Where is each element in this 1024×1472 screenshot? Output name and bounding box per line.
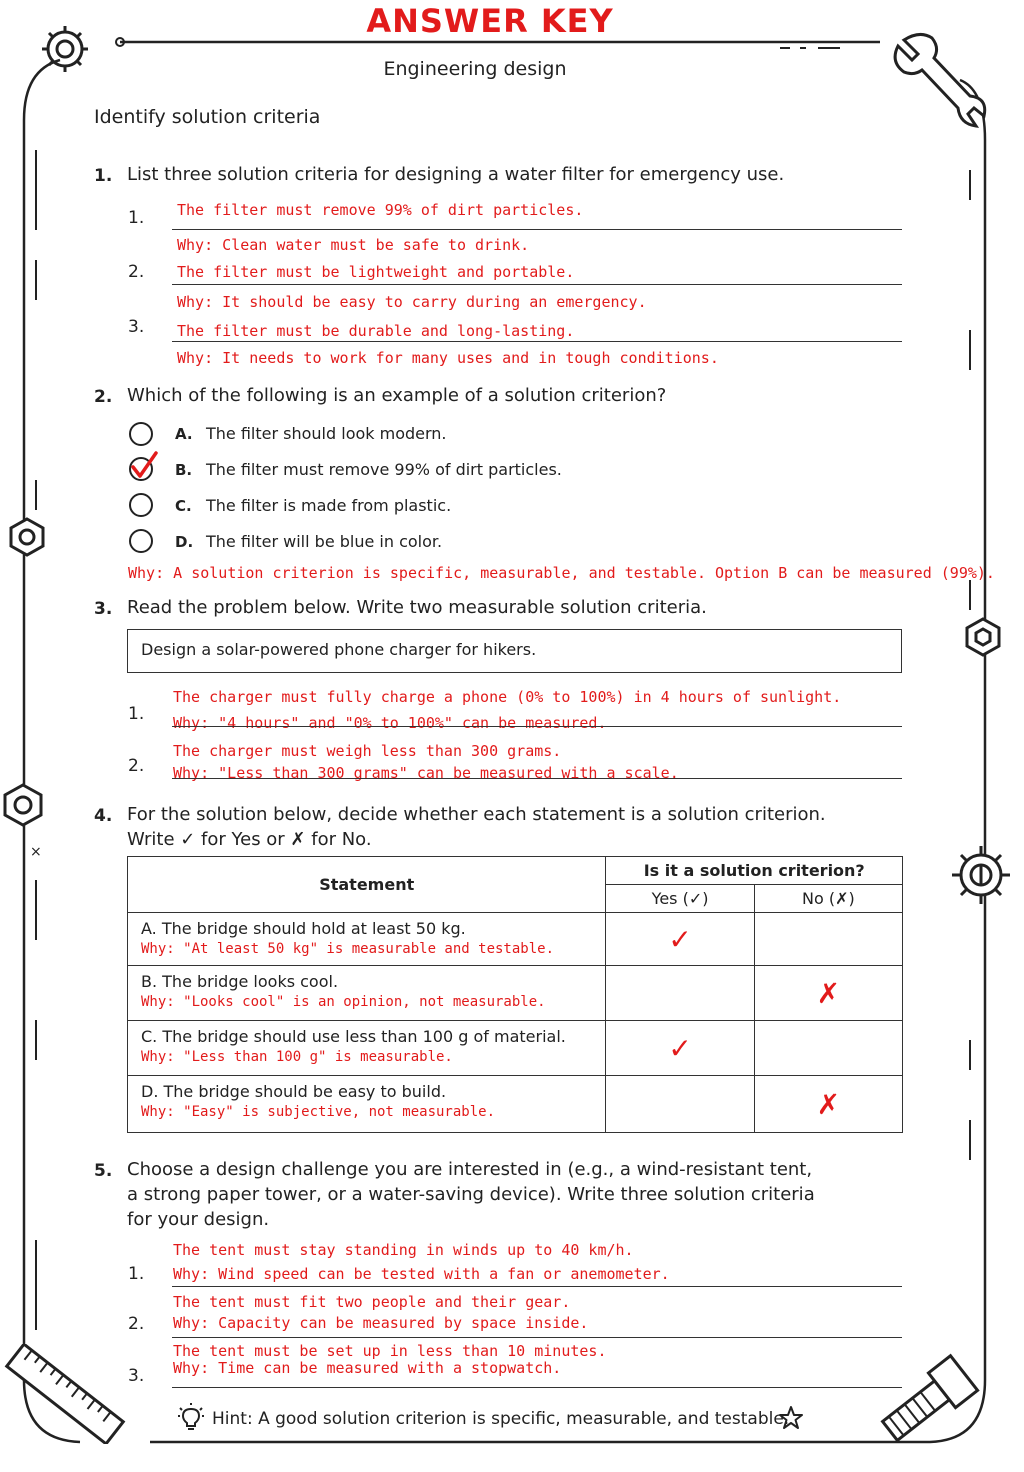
question-text: Write ✓ for Yes or ✗ for No. xyxy=(127,829,372,850)
question-number: 2. xyxy=(94,387,113,407)
answer-why: Why: Time can be measured with a stopwatch. xyxy=(173,1359,562,1377)
yes-mark xyxy=(606,966,754,1021)
ruler-icon xyxy=(0,1344,130,1444)
question-number: 4. xyxy=(94,806,113,826)
question-text: List three solution criteria for designing a water filter for emergency use. xyxy=(127,164,785,185)
gear-icon xyxy=(946,840,1016,910)
radio-option-d[interactable] xyxy=(129,529,153,553)
answer-criterion: The tent must fit two people and their gear. xyxy=(173,1293,571,1311)
statement-text: C. The bridge should use less than 100 g of material. xyxy=(141,1027,566,1046)
statement-why: Why: "Easy" is subjective, not measurable. xyxy=(141,1104,496,1120)
svg-text:×: × xyxy=(30,844,42,860)
answer-number: 3. xyxy=(128,1366,145,1386)
answer-criterion: The filter must be lightweight and portable. xyxy=(177,263,575,281)
no-mark xyxy=(754,913,902,966)
option-letter: A. xyxy=(175,425,193,443)
question-number: 3. xyxy=(94,599,113,619)
answer-criterion: The filter must remove 99% of dirt particles. xyxy=(177,201,584,219)
answer-why: Why: A solution criterion is specific, measurable, and testable. Option B can be measured (99%). xyxy=(128,564,995,582)
page-title: ANSWER KEY xyxy=(366,2,614,40)
section-heading: Identify solution criteria xyxy=(94,106,321,128)
table-header-group: Is it a solution criterion? xyxy=(606,857,903,885)
answer-criterion: The charger must fully charge a phone (0% to 100%) in 4 hours of sunlight. xyxy=(173,688,842,706)
answer-line xyxy=(172,778,902,779)
table-row xyxy=(128,1076,903,1133)
wrench-icon xyxy=(884,26,994,136)
radio-option-c[interactable] xyxy=(129,493,153,517)
question-text: For the solution below, decide whether each statement is a solution criterion. xyxy=(127,804,826,825)
answer-line xyxy=(172,1337,902,1338)
answer-why: Why: It needs to work for many uses and in tough conditions. xyxy=(177,349,719,367)
hex-nut-icon xyxy=(0,782,46,828)
radio-option-a[interactable] xyxy=(129,422,153,446)
statement-why: Why: "Less than 100 g" is measurable. xyxy=(141,1049,453,1065)
criteria-table xyxy=(127,856,903,1133)
option-text: The filter must remove 99% of dirt particles. xyxy=(206,460,562,479)
answer-number: 1. xyxy=(128,1264,145,1284)
hint-text: Hint: A good solution criterion is specific, measurable, and testable. xyxy=(212,1409,790,1429)
question-text: Which of the following is an example of a solution criterion? xyxy=(127,385,667,406)
answer-line xyxy=(172,341,902,342)
option-letter: B. xyxy=(175,461,193,479)
question-text: for your design. xyxy=(127,1209,270,1230)
answer-line xyxy=(172,726,902,727)
answer-why: Why: Capacity can be measured by space inside. xyxy=(173,1314,589,1332)
table-header-statement: Statement xyxy=(128,857,606,913)
star-icon xyxy=(778,1405,804,1431)
answer-number: 3. xyxy=(128,317,145,337)
answer-line xyxy=(172,1286,902,1287)
option-text: The filter will be blue in color. xyxy=(206,532,443,551)
no-mark xyxy=(754,1021,902,1076)
yes-mark: ✓ xyxy=(606,913,754,966)
answer-why: Why: Wind speed can be tested with a fan or anemometer. xyxy=(173,1265,670,1283)
table-header-no: No (✗) xyxy=(754,885,902,913)
no-mark: ✗ xyxy=(754,1076,902,1133)
option-text: The filter should look modern. xyxy=(206,424,447,443)
page-subtitle: Engineering design xyxy=(383,58,567,80)
question-text: Choose a design challenge you are interested in (e.g., a wind-resistant tent, xyxy=(127,1159,813,1180)
answer-number: 2. xyxy=(128,756,145,776)
answer-number: 1. xyxy=(128,704,145,724)
checkmark-icon xyxy=(128,450,160,482)
table-row xyxy=(128,1021,903,1076)
answer-number: 2. xyxy=(128,262,145,282)
answer-line xyxy=(172,284,902,285)
answer-why: Why: "Less than 300 grams" can be measured with a scale. xyxy=(173,764,679,782)
option-text: The filter is made from plastic. xyxy=(206,496,452,515)
answer-number: 1. xyxy=(128,208,145,228)
statement-text: B. The bridge looks cool. xyxy=(141,972,339,991)
table-header-yes: Yes (✓) xyxy=(606,885,754,913)
yes-mark xyxy=(606,1076,754,1133)
yes-mark: ✓ xyxy=(606,1021,754,1076)
option-letter: C. xyxy=(175,497,192,515)
question-text: Read the problem below. Write two measurable solution criteria. xyxy=(127,597,707,618)
question-number: 1. xyxy=(94,166,113,186)
answer-criterion: The filter must be durable and long-lasting. xyxy=(177,322,575,340)
answer-criterion: The charger must weigh less than 300 grams. xyxy=(173,742,562,760)
answer-why: Why: Clean water must be safe to drink. xyxy=(177,236,530,254)
lightbulb-icon xyxy=(177,1402,205,1432)
question-number: 5. xyxy=(94,1161,113,1181)
option-letter: D. xyxy=(175,533,194,551)
statement-text: A. The bridge should hold at least 50 kg. xyxy=(141,919,466,938)
hex-nut-icon xyxy=(962,616,1004,658)
question-text: a strong paper tower, or a water-saving device). Write three solution criteria xyxy=(127,1184,815,1205)
bolt-icon xyxy=(872,1352,982,1452)
problem-box: Design a solar-powered phone charger for hikers. xyxy=(127,629,902,673)
table-row xyxy=(128,913,903,966)
answer-line xyxy=(172,1387,902,1388)
answer-number: 2. xyxy=(128,1314,145,1334)
statement-text: D. The bridge should be easy to build. xyxy=(141,1082,447,1101)
answer-criterion: The tent must stay standing in winds up to 40 km/h. xyxy=(173,1241,634,1259)
answer-why: Why: It should be easy to carry during an emergency. xyxy=(177,293,647,311)
hex-nut-icon xyxy=(6,516,48,558)
no-mark: ✗ xyxy=(754,966,902,1021)
statement-why: Why: "At least 50 kg" is measurable and testable. xyxy=(141,941,555,957)
statement-why: Why: "Looks cool" is an opinion, not measurable. xyxy=(141,994,546,1010)
answer-why: Why: "4 hours" and "0% to 100%" can be measured. xyxy=(173,714,607,732)
answer-line xyxy=(172,229,902,230)
table-row xyxy=(128,966,903,1021)
answer-criterion: The tent must be set up in less than 10 minutes. xyxy=(173,1342,607,1360)
